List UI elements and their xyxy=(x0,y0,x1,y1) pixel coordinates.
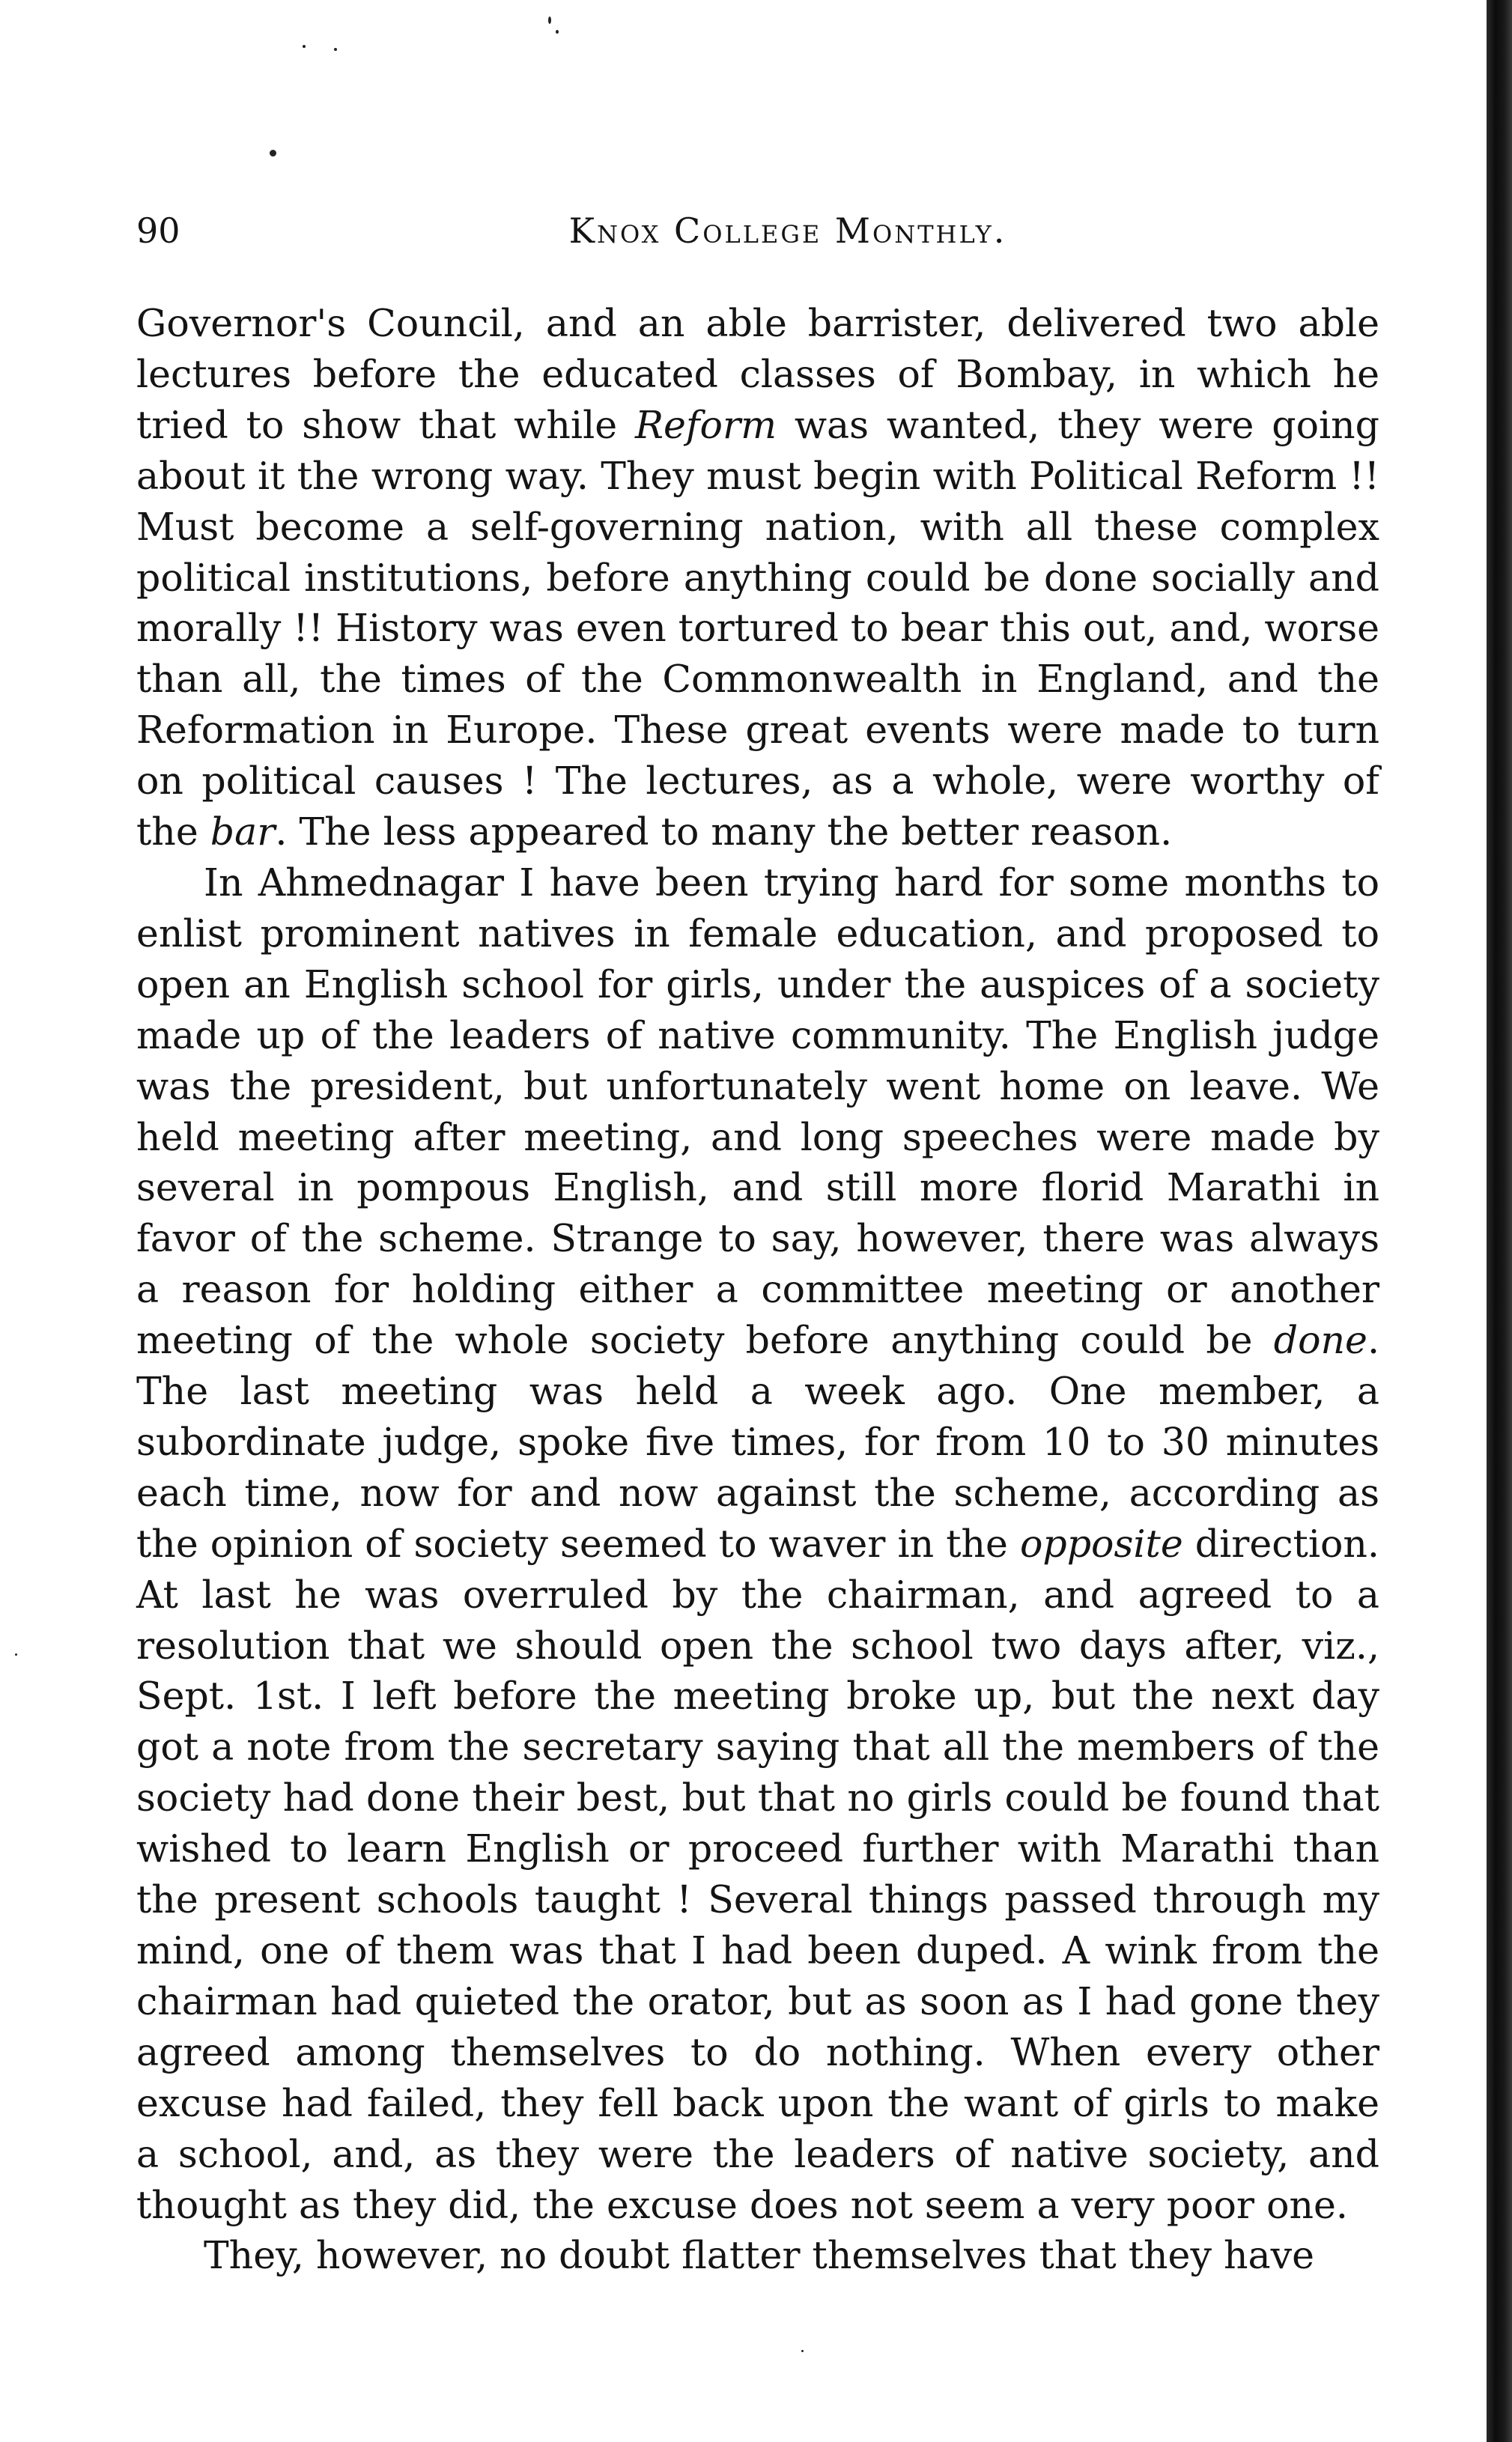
text-run: direction. At last he was overruled by the chairman, and agreed to a resolution that we should open the school two days after, viz., Sept. 1st. I left before the meeting broke up, but the next day got a note from the secretary saying that all the members of the society had done their best, but that no girls could be found that wished to learn English or proceed further with Marathi than the present schools taught ! Several things passed through my mind, one of them was that I had been duped. A wink from the chairman had quieted the orator, but as soon as I had gone they agreed among themselves to do nothing. When every other excuse had failed, they fell back upon the want of girls to make a school, and, as they were the leaders of native society, and thought as they did, the excuse does not seem a very poor one. xyxy=(136,1521,1379,2227)
scan-speck xyxy=(801,2350,804,2352)
italic-text: bar xyxy=(210,810,276,854)
text-run: . The less appeared to many the better reason. xyxy=(275,810,1173,854)
text-run: . The last meeting was held a week ago. One member, a subordinate judge, spoke five times, for from 10 to 30 minutes each time, now for and now against the scheme, according as the opinion of society seemed to waver in the xyxy=(136,1318,1379,1566)
scan-speck xyxy=(303,45,306,48)
paragraph-3 xyxy=(136,2230,1379,2281)
italic-text: opposite xyxy=(1020,1521,1183,1566)
scan-speck xyxy=(548,16,551,24)
scan-speck xyxy=(15,1653,17,1656)
body-text xyxy=(136,298,1379,2281)
scan-speck xyxy=(334,48,337,51)
scan-binding-edge xyxy=(1487,0,1512,2442)
running-head: Knox College Monthly. xyxy=(568,210,1007,251)
italic-text: Reform xyxy=(634,402,777,447)
italic-text: done xyxy=(1273,1318,1367,1363)
scan-speck xyxy=(270,150,276,157)
scan-speck xyxy=(556,30,559,34)
text-run: Governor's Council, and an able barrister, delivered two able lectures before the educated classes of Bombay, in which he tried to show that while xyxy=(136,301,1379,447)
text-run: was wanted, they were going about it the wrong way. They must begin with Political Reform !! Must become a self-governing nation, with all these complex political institutions, before anything could be done socially and morally !! History was even tortured to bear this out, and, worse than all, the times of the Commonwealth in England, and the Reformation in Europe. These great events were made to turn on political causes ! The lectures, as a whole, were worthy of the xyxy=(136,402,1379,854)
page-header xyxy=(136,201,1379,261)
text-run: In Ahmednagar I have been trying hard for some months to enlist prominent natives in female education, and proposed to open an English school for girls, under the auspices of a society made up of the leaders of native community. The English judge was the president, but unfortunately went home on leave. We held meeting after meeting, and long speeches were made by several in pompous English, and still more florid Marathi in favor of the scheme. Strange to say, however, there was always a reason for holding either a committee meeting or another meeting of the whole society before anything could be xyxy=(136,860,1379,1363)
text-run: They, however, no doubt flatter themselves that they have xyxy=(204,2233,1315,2278)
paragraph-1 xyxy=(136,298,1379,857)
paragraph-2 xyxy=(136,857,1379,2230)
page-number: 90 xyxy=(136,210,180,251)
